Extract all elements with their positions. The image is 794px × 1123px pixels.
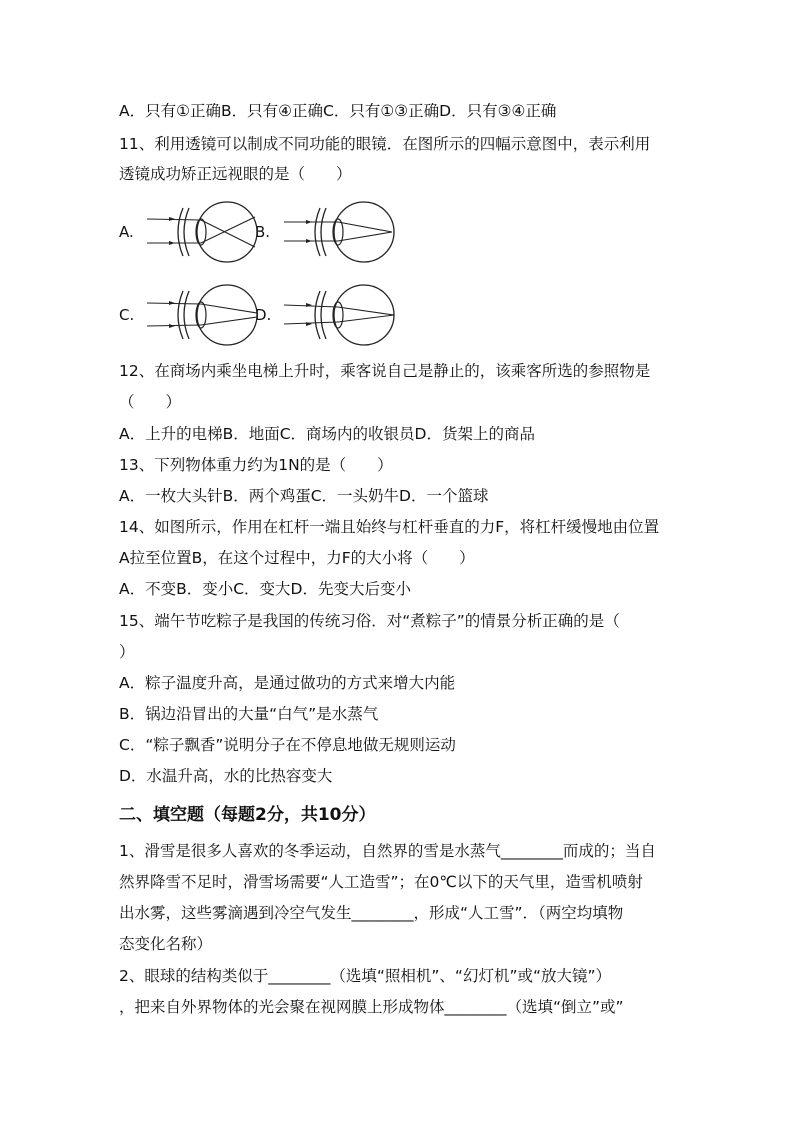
q11-stem-line2: 透镜成功矫正远视眼的是（ ） xyxy=(119,165,352,183)
section-heading-fill-in: 二、填空题（每题2分，共10分） xyxy=(119,805,376,825)
figure-label-a: A. xyxy=(119,223,134,241)
figure-label-c: C. xyxy=(119,306,135,324)
f1-line2: 然界降雪不足时，滑雪场需要“人工造雪”；在0℃以下的天气里，造雪机喷射 xyxy=(119,873,643,891)
q15-stem-line1: 15、端午节吃粽子是我国的传统习俗．对“煮粽子”的情景分析正确的是（ xyxy=(119,612,620,630)
q14-stem-line2: A拉至位置B，在这个过程中，力F的大小将（ ） xyxy=(119,549,475,567)
q12-stem-line2: （ ） xyxy=(119,393,182,411)
eye-diagram-c xyxy=(145,283,265,347)
q15-option-c: C．“粽子飘香”说明分子在不停息地做无规则运动 xyxy=(119,736,456,754)
q15-option-a: A．粽子温度升高，是通过做功的方式来增大内能 xyxy=(119,674,456,692)
q12-stem-line1: 12、在商场内乘坐电梯上升时，乘客说自己是静止的，该乘客所选的参照物是 xyxy=(119,362,651,380)
f2-line2: ，把来自外界物体的光会聚在视网膜上形成物体________（选填“倒立”或” xyxy=(119,998,624,1016)
q14-options: A．不变B．变小C．变大D．先变大后变小 xyxy=(119,580,411,598)
f1-line3: 出水雾，这些雾滴遇到冷空气发生________，形成“人工雪”．（两空均填物 xyxy=(119,904,624,922)
f1-line4: 态变化名称） xyxy=(119,935,213,953)
q14-stem-line1: 14、如图所示，作用在杠杆一端且始终与杠杆垂直的力F，将杠杆缓慢地由位置 xyxy=(119,518,660,536)
figure-label-d: D. xyxy=(255,306,272,324)
q11-stem-line1: 11、利用透镜可以制成不同功能的眼镜．在图所示的四幅示意图中，表示利用 xyxy=(119,135,651,153)
q13-stem: 13、下列物体重力约为1N的是（ ） xyxy=(119,456,393,474)
q12-options: A．上升的电梯B．地面C．商场内的收银员D．货架上的商品 xyxy=(119,425,535,443)
q15-option-b: B．锅边沿冒出的大量“白气”是水蒸气 xyxy=(119,705,379,723)
eye-diagram-a xyxy=(145,200,265,264)
q10-options: A．只有①正确B．只有④正确C．只有①③正确D．只有③④正确 xyxy=(119,102,557,120)
eye-diagram-d xyxy=(282,283,402,347)
f1-line1: 1、滑雪是很多人喜欢的冬季运动，自然界的雪是水蒸气________而成的；当自 xyxy=(119,842,656,860)
f2-line1: 2、眼球的结构类似于________（选填“照相机”、“幻灯机”或“放大镜”） xyxy=(119,967,612,985)
eye-diagram-b xyxy=(282,200,402,264)
q13-options: A．一枚大头针B．两个鸡蛋C．一头奶牛D．一个篮球 xyxy=(119,487,489,505)
q15-stem-line2: ） xyxy=(119,643,135,661)
q15-option-d: D．水温升高，水的比热容变大 xyxy=(119,767,333,785)
figure-label-b: B. xyxy=(255,223,271,241)
